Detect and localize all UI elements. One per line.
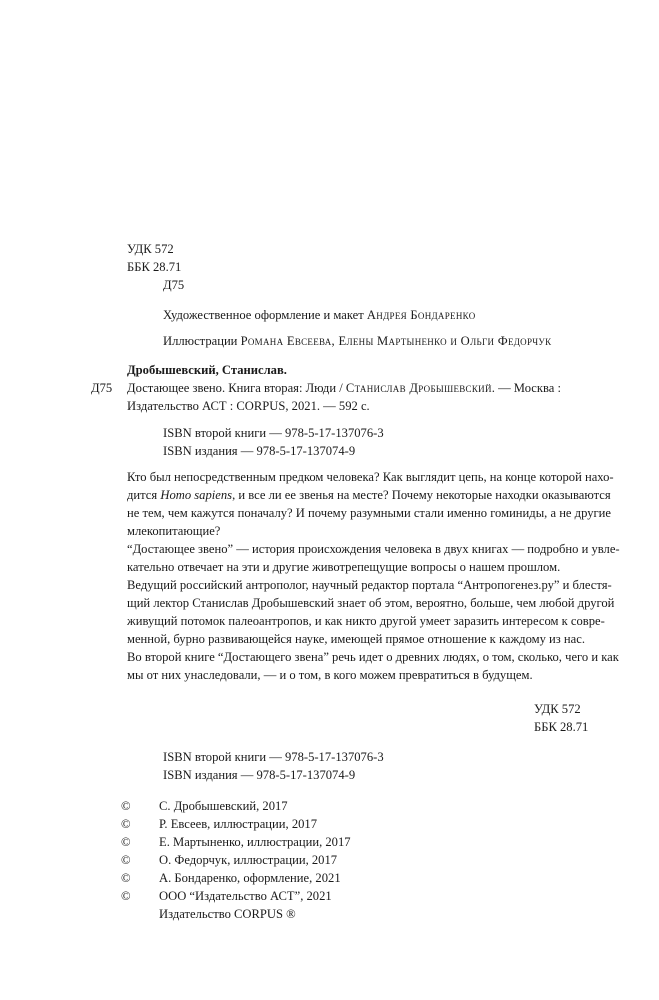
annotation-line: менной, бурно развивающейся науке, имеющей прямое отношение к каждому из нас. [127, 632, 585, 646]
design-credit [163, 306, 476, 324]
biblio-author-name: Станислав Дробышевский [345, 381, 492, 395]
annotation-line: Во второй книге “Достающего звена” речь идет о древних людях, о том, сколько, чего и как [127, 650, 619, 664]
design-credit-name: Андрея Бондаренко [366, 308, 476, 322]
copyright-holder: А. Бондаренко, оформление, 2021 [159, 871, 341, 885]
annotation-line: щий лектор Станислав Дробышевский знает об этом, вероятно, больше, чем любой другой [127, 596, 615, 610]
annotation-species: Homo sapiens [160, 488, 233, 502]
annotation-line: “Достающее звено” — история происхождения человека в двух книгах — подробно и увле- [127, 542, 620, 556]
annotation-line: Кто был непосредственным предком человека? Как выглядит цепь, на конце которой нахо- [127, 470, 614, 484]
udk-code-right: УДК 572 [534, 702, 581, 716]
copyright-holder: Е. Мартыненко, иллюстрации, 2017 [159, 835, 351, 849]
annotation-line: не тем, чем кажутся поначалу? И почему разумными стали именно гоминиды, а не другие [127, 506, 611, 520]
copyright-holder: Р. Евсеев, иллюстрации, 2017 [159, 817, 318, 831]
copyright-icon: © [121, 889, 131, 903]
biblio-title: Достающее звено. Книга вторая: Люди / [127, 381, 346, 395]
annotation-line: мы от них унаследовали, — и о том, в кого можем превратиться в будущем. [127, 668, 533, 682]
publisher-imprint: Издательство CORPUS ® [159, 907, 296, 921]
udk-code: УДК 572 [127, 242, 174, 256]
annotation-line [127, 486, 611, 504]
biblio-title-line [127, 379, 561, 397]
copyright-holder: С. Дробышевский, 2017 [159, 799, 288, 813]
illustration-credit [163, 332, 551, 350]
copyright-icon: © [121, 799, 131, 813]
illustration-credit-names: Романа Евсеева, Елены Мартыненко и Ольги Федорчук [240, 334, 552, 348]
isbn-second-book-2: ISBN второй книги — 978-5-17-137076-3 [163, 750, 384, 764]
bbk-code-right: ББК 28.71 [534, 720, 589, 734]
copyright-holder: ООО “Издательство АСТ”, 2021 [159, 889, 332, 903]
annotation-line: кательно отвечает на эти и другие животрепещущие вопросы о нашем прошлом. [127, 560, 561, 574]
author-mark: Д75 [163, 278, 185, 292]
copyright-icon: © [121, 817, 131, 831]
isbn-edition-2: ISBN издания — 978-5-17-137074-9 [163, 768, 356, 782]
copyright-holder: О. Федорчук, иллюстрации, 2017 [159, 853, 338, 867]
illustration-credit-prefix: Иллюстрации [163, 334, 241, 348]
biblio-publisher-line: Издательство АСТ : CORPUS, 2021. — 592 с. [127, 399, 370, 413]
design-credit-prefix: Художественное оформление и макет [163, 308, 367, 322]
isbn-second-book: ISBN второй книги — 978-5-17-137076-3 [163, 426, 384, 440]
copyright-icon: © [121, 835, 131, 849]
copyright-icon: © [121, 853, 131, 867]
biblio-place: . — Москва : [491, 381, 562, 395]
biblio-author: Дробышевский, Станислав. [127, 363, 287, 377]
bbk-code: ББК 28.71 [127, 260, 182, 274]
annotation-line: Ведущий российский антрополог, научный редактор портала “Антропогенез.ру” и блестя- [127, 578, 612, 592]
biblio-code: Д75 [91, 381, 113, 395]
isbn-edition: ISBN издания — 978-5-17-137074-9 [163, 444, 356, 458]
annotation-line: млекопитающие? [127, 524, 221, 538]
annotation-text: дится [127, 488, 161, 502]
annotation-line: живущий потомок палеоантропов, и как никто другой умеет заразить интересом к совре- [127, 614, 605, 628]
annotation-text: , и все ли ее звенья на месте? Почему некоторые находки оказываются [232, 488, 611, 502]
copyright-icon: © [121, 871, 131, 885]
